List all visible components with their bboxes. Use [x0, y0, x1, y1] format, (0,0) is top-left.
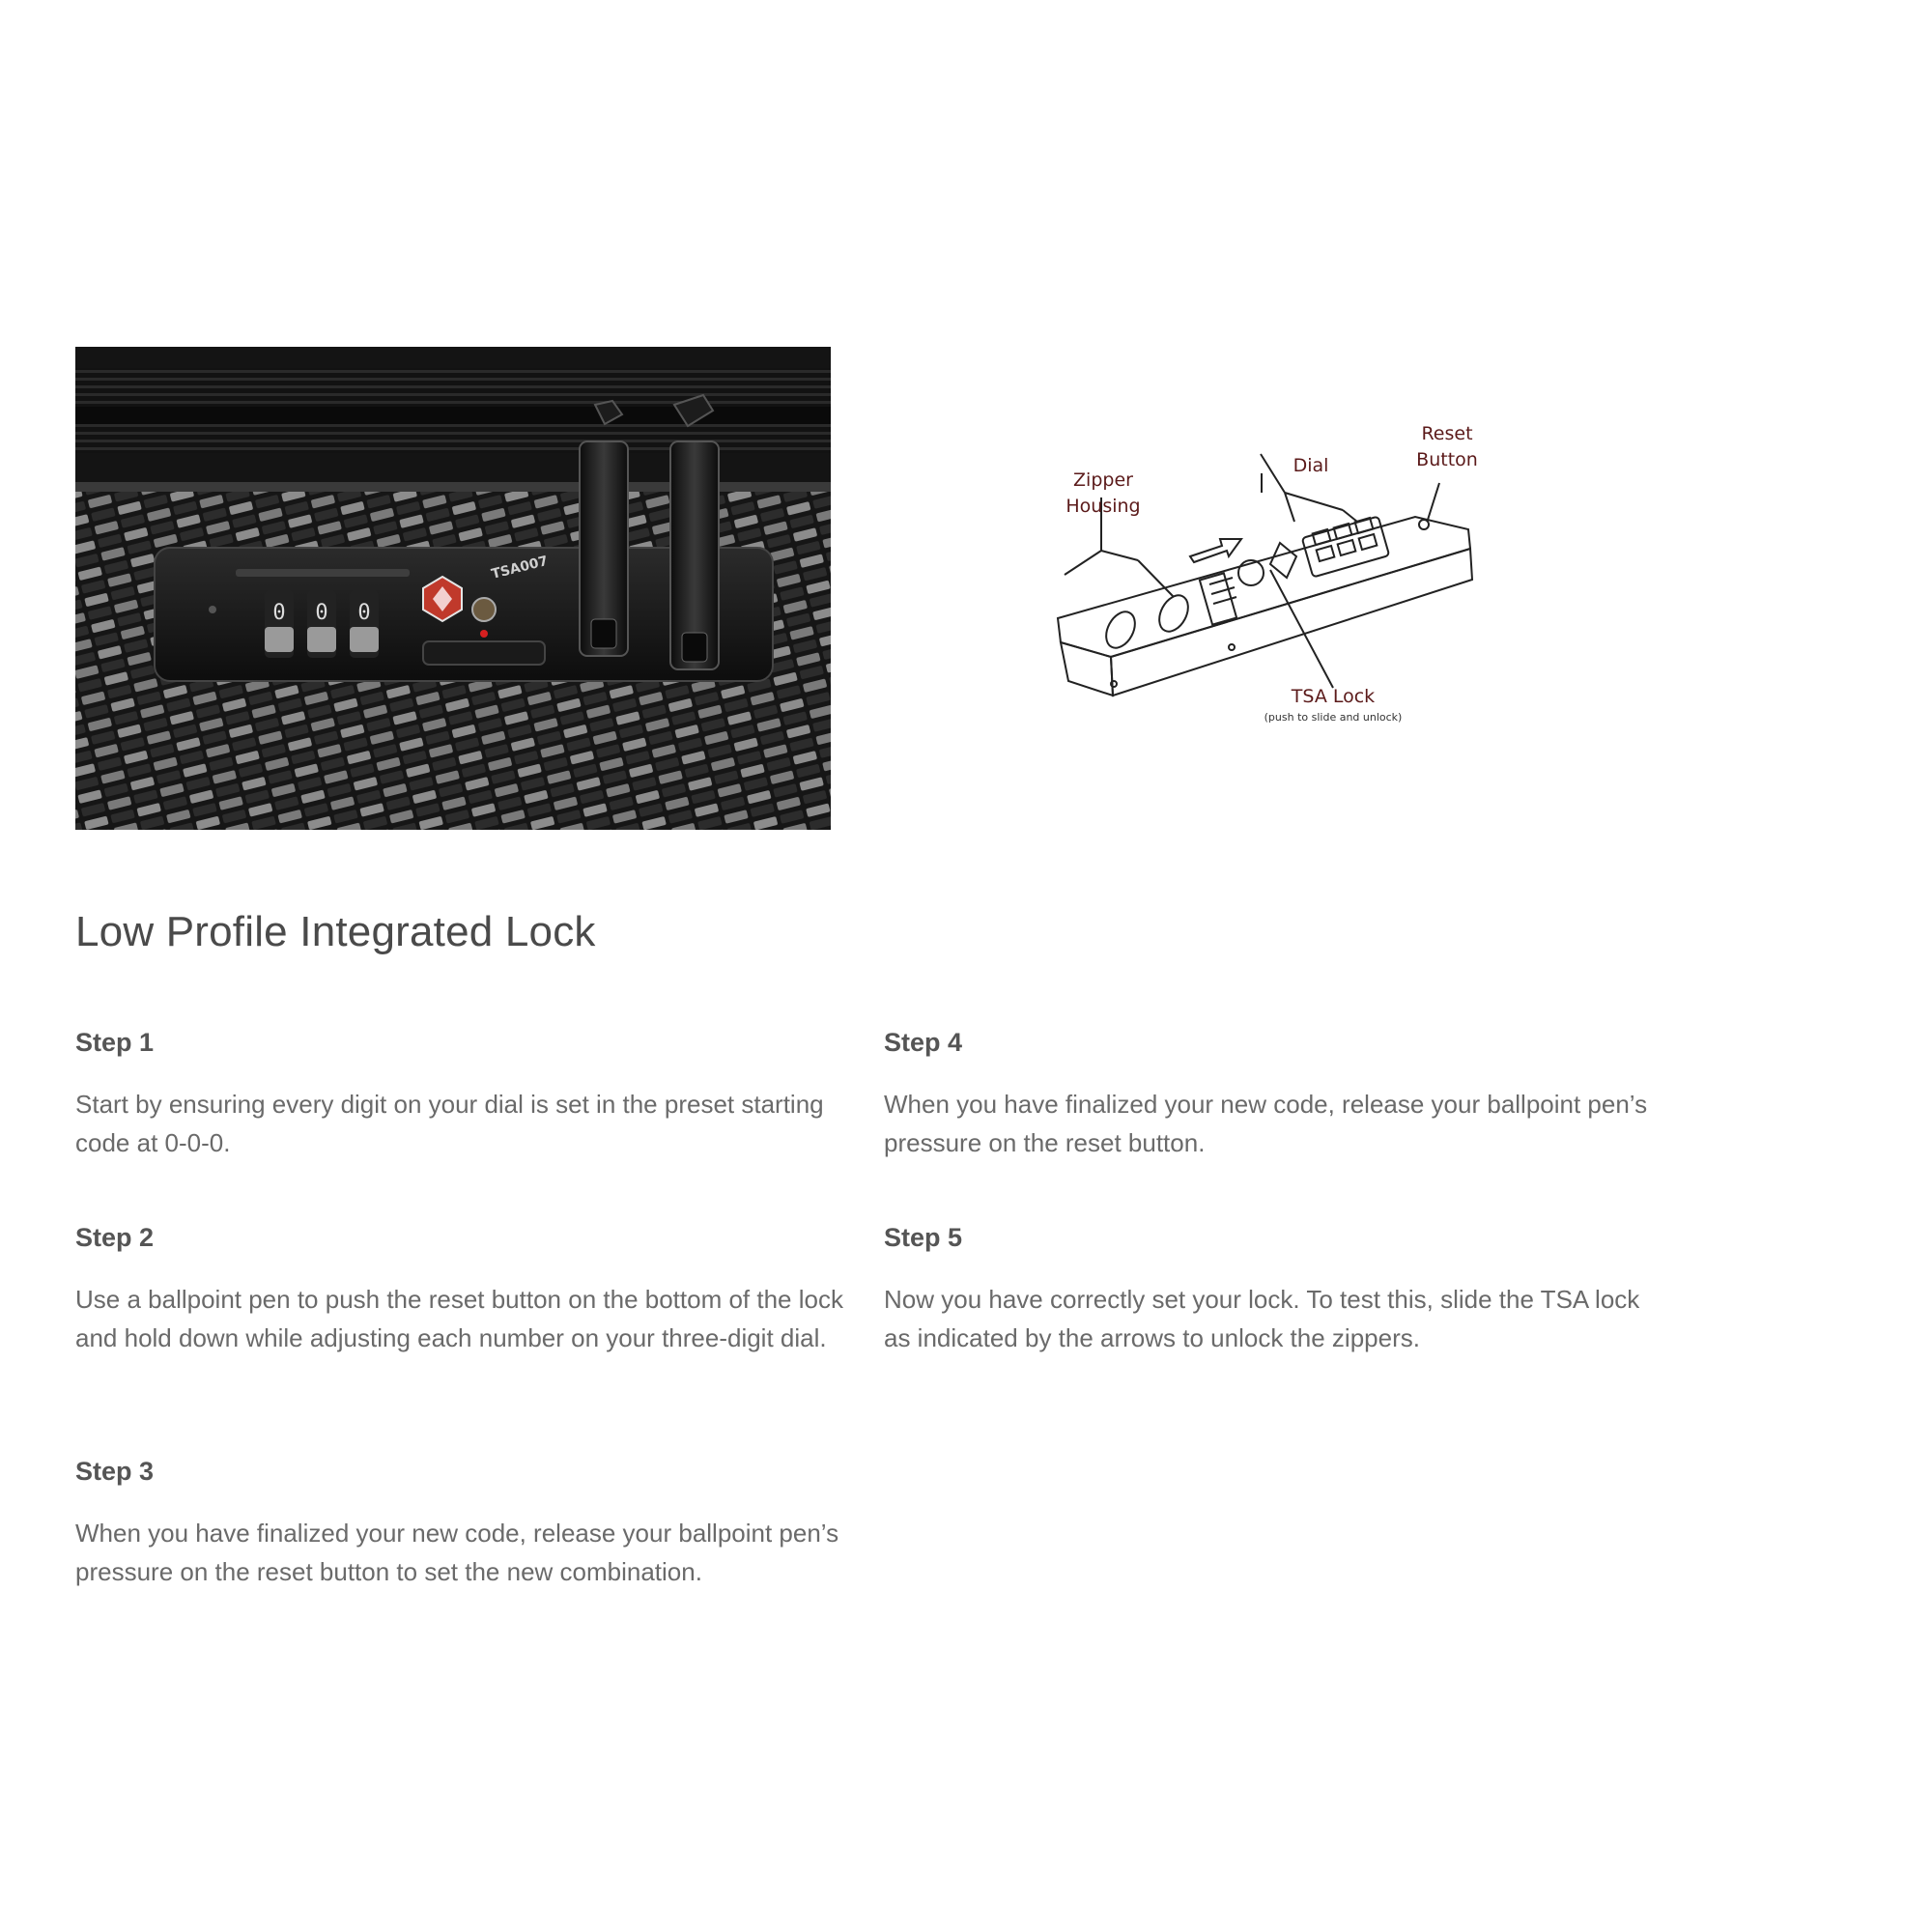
- label-zipper-line-2: Housing: [1065, 496, 1141, 517]
- step-text: Now you have correctly set your lock. To test this, slide the TSA lock as indicated by the arrows to unlock the zippers.: [884, 1285, 1640, 1352]
- step-5: [884, 1223, 1657, 1357]
- lock-photo: [75, 347, 831, 830]
- step-title: Step 2: [75, 1223, 155, 1252]
- step-text: Start by ensuring every digit on your dial is set in the preset starting code at 0-0-0.: [75, 1090, 824, 1157]
- step-text: Use a ballpoint pen to push the reset button on the bottom of the lock and hold down while adjusting each number on your three-digit dial.: [75, 1285, 843, 1352]
- label-tsa-note: (push to slide and unlock): [1264, 711, 1403, 724]
- dial-digit: 0: [272, 601, 286, 625]
- tsa-brand-text: TSA007: [490, 553, 550, 582]
- label-reset-line-1: Reset: [1421, 423, 1473, 444]
- label-reset-line-2: Button: [1416, 449, 1478, 470]
- dial-digit: 0: [315, 601, 328, 625]
- step-4: [884, 1028, 1657, 1162]
- step-title: Step 4: [884, 1028, 963, 1057]
- step-text: When you have finalized your new code, release your ballpoint pen’s pressure on the reset button to set the new combination.: [75, 1519, 839, 1586]
- step-text: When you have finalized your new code, release your ballpoint pen’s pressure on the reset button.: [884, 1090, 1648, 1157]
- label-zipper-line-1: Zipper: [1073, 469, 1133, 491]
- label-dial: Dial: [1293, 455, 1329, 476]
- label-tsa-lock: TSA Lock: [1291, 686, 1376, 707]
- page-title: Low Profile Integrated Lock: [75, 908, 596, 955]
- dial-wheels: [265, 590, 379, 658]
- step-3: [75, 1457, 848, 1591]
- dial-digit: 0: [357, 601, 371, 625]
- step-1: [75, 1028, 848, 1162]
- step-title: Step 5: [884, 1223, 963, 1252]
- step-2: [75, 1223, 848, 1357]
- step-title: Step 1: [75, 1028, 155, 1057]
- step-title: Step 3: [75, 1457, 155, 1486]
- lock-diagram: [1043, 415, 1546, 744]
